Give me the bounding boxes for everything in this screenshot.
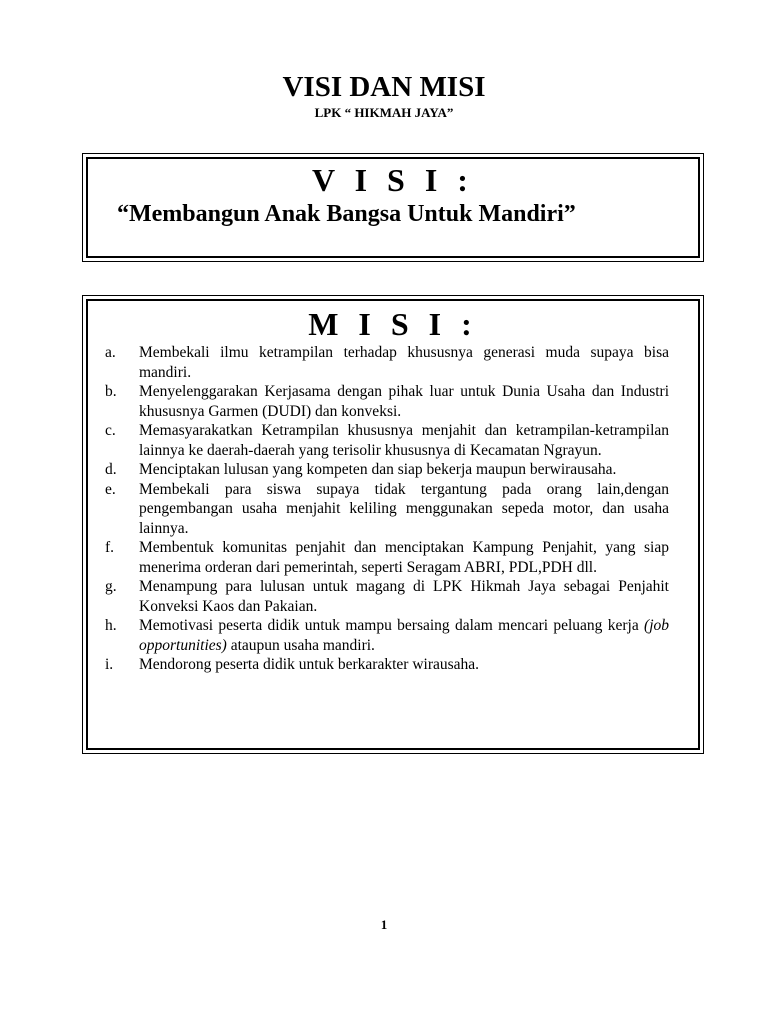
misi-marker: a. [105, 344, 116, 361]
misi-text: Mendorong peserta didik untuk berkarakter wirausaha. [139, 656, 480, 673]
misi-text-part: ataupun usaha mandiri. [226, 636, 375, 654]
misi-item-d [105, 460, 669, 480]
misi-text: Membentuk komunitas penjahit dan menciptakan Kampung Penjahit, yang siap menerima orderan dari pemerintah, seperti Seragam ABRI, PDL,PDH dll. [139, 539, 669, 576]
misi-box [82, 295, 704, 754]
misi-item-b [105, 382, 669, 421]
misi-text [139, 616, 669, 655]
misi-item-f [105, 538, 669, 577]
visi-statement: “Membangun Anak Bangsa Untuk Mandiri” [117, 201, 576, 227]
misi-marker: i. [105, 656, 114, 673]
misi-item-a [105, 343, 669, 382]
misi-marker: c. [105, 422, 116, 439]
misi-text-part: Memotivasi peserta didik untuk mampu bersaing dalam mencari peluang kerja [139, 617, 645, 634]
misi-text: Memasyarakatkan Ketrampilan khususnya menjahit dan ketrampilan-ketrampilan lainnya ke daerah-daerah yang terisolir khususnya di Kecamatan Ngrayun. [139, 422, 669, 459]
misi-item-c [105, 421, 669, 460]
misi-marker: g. [105, 578, 117, 595]
misi-list [105, 343, 669, 675]
misi-text: Menampung para lulusan untuk magang di LPK Hikmah Jaya sebagai Penjahit Konveksi Kaos dan Pakaian. [139, 578, 669, 615]
misi-item-h [105, 616, 669, 655]
page-number: 1 [380, 917, 388, 932]
misi-marker: h. [105, 617, 117, 634]
misi-marker: b. [105, 383, 117, 400]
misi-text: Menciptakan lulusan yang kompeten dan siap bekerja maupun berwirausaha. [139, 461, 617, 478]
misi-text: Membekali ilmu ketrampilan terhadap khususnya generasi muda supaya bisa mandiri. [139, 344, 669, 381]
misi-item-g [105, 577, 669, 616]
document-subtitle: LPK “ HIKMAH JAYA” [314, 105, 454, 120]
document-title: VISI DAN MISI [282, 71, 486, 103]
misi-heading: M I S I : [308, 306, 478, 342]
misi-text: Menyelenggarakan Kerjasama dengan pihak luar untuk Dunia Usaha dan Industri khususnya Garmen (DUDI) dan konveksi. [139, 383, 669, 420]
misi-item-e [105, 480, 669, 539]
misi-item-i [105, 655, 669, 675]
misi-marker: d. [105, 461, 117, 478]
visi-heading: V I S I : [312, 162, 474, 198]
misi-marker: e. [105, 480, 116, 498]
misi-text: Membekali para siswa supaya tidak tergantung pada orang lain,dengan pengembangan usaha menjahit keliling menggunakan sepeda motor, dan usaha lainnya. [139, 480, 669, 537]
misi-text-italic: (job opportunities) [139, 617, 669, 654]
visi-box [82, 153, 704, 262]
misi-marker: f. [105, 539, 115, 556]
